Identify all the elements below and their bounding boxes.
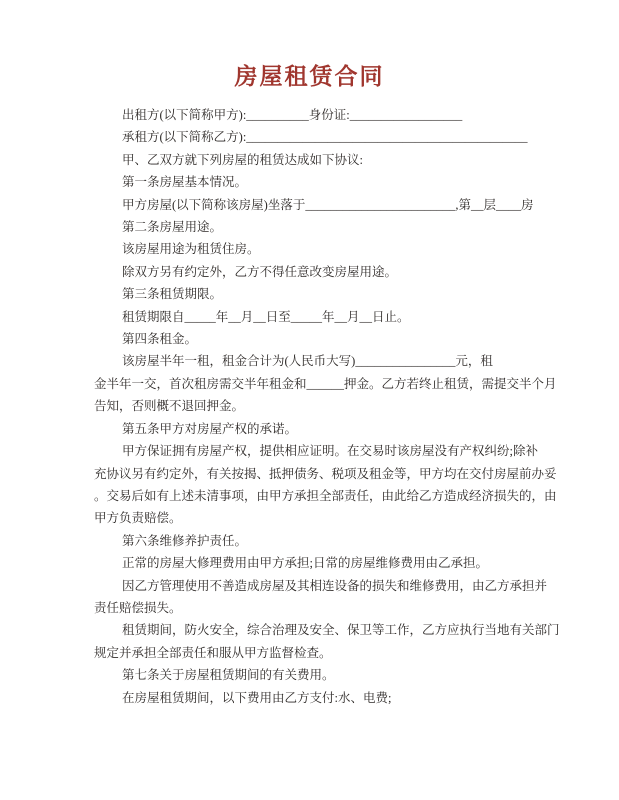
contract-line: 租赁期间，防火安全，综合治理及安全、保卫等工作，乙方应执行当地有关部门 <box>122 623 560 638</box>
contract-line: 第六条维修养护责任。 <box>122 533 248 548</box>
contract-line: 第五条甲方对房屋产权的承诺。 <box>122 421 298 436</box>
contract-line: 除双方另有约定外，乙方不得任意改变房屋用途。 <box>122 264 398 279</box>
contract-line: 金半年一交，首次租房需交半年租金和______押金。乙方若终止租赁，需提交半个月 <box>94 376 557 391</box>
document-title: 房屋租赁合同 <box>234 64 385 89</box>
contract-line: 租赁期限自_____年__月__日至_____年__月__日止。 <box>122 309 410 324</box>
contract-line: 甲方保证拥有房屋产权，提供相应证明。在交易时该房屋没有产权纠纷;除补 <box>122 444 538 459</box>
contract-line: 承租方(以下简称乙方):_____________________________________________ <box>122 130 528 145</box>
contract-line: 因乙方管理使用不善造成房屋及其相连设备的损失和维修费用，由乙方承担并 <box>122 578 548 593</box>
contract-line: 出租方(以下简称甲方):__________身份证:__________________ <box>122 108 463 122</box>
contract-line: 规定并承担全部责任和服从甲方监督检查。 <box>94 645 332 660</box>
contract-line: 该房屋半年一租，租金合计为(人民币大写)________________元，租 <box>122 354 493 369</box>
contract-line: 甲方房屋(以下简称该房屋)坐落于________________________,第__层____房 <box>122 197 534 212</box>
contract-line: 该房屋用途为租赁住房。 <box>122 242 260 257</box>
contract-line: 。交易后如有上述未清事项，由甲方承担全部责任，由此给乙方造成经济损失的，由 <box>94 488 557 503</box>
contract-line: 责任赔偿损失。 <box>94 600 182 615</box>
contract-body <box>94 104 560 709</box>
contract-line: 第二条房屋用途。 <box>122 220 223 235</box>
contract-line: 第一条房屋基本情况。 <box>122 175 248 190</box>
contract-line: 告知，否则概不退回押金。 <box>94 399 245 414</box>
contract-line: 第七条关于房屋租赁期间的有关费用。 <box>122 668 335 683</box>
contract-line: 在房屋租赁期间，以下费用由乙方支付:水、电费; <box>122 690 392 705</box>
contract-line: 甲、乙双方就下列房屋的租赁达成如下协议: <box>122 152 363 167</box>
contract-line: 正常的房屋大修理费用由甲方承担;日常的房屋维修费用由乙承担。 <box>122 556 488 571</box>
contract-line: 第三条租赁期限。 <box>122 287 223 302</box>
contract-line: 第四条租金。 <box>122 332 198 347</box>
contract-line: 充协议另有约定外，有关按揭、抵押债务、税项及租金等，甲方均在交付房屋前办妥 <box>94 466 557 481</box>
contract-line: 甲方负责赔偿。 <box>94 511 182 526</box>
